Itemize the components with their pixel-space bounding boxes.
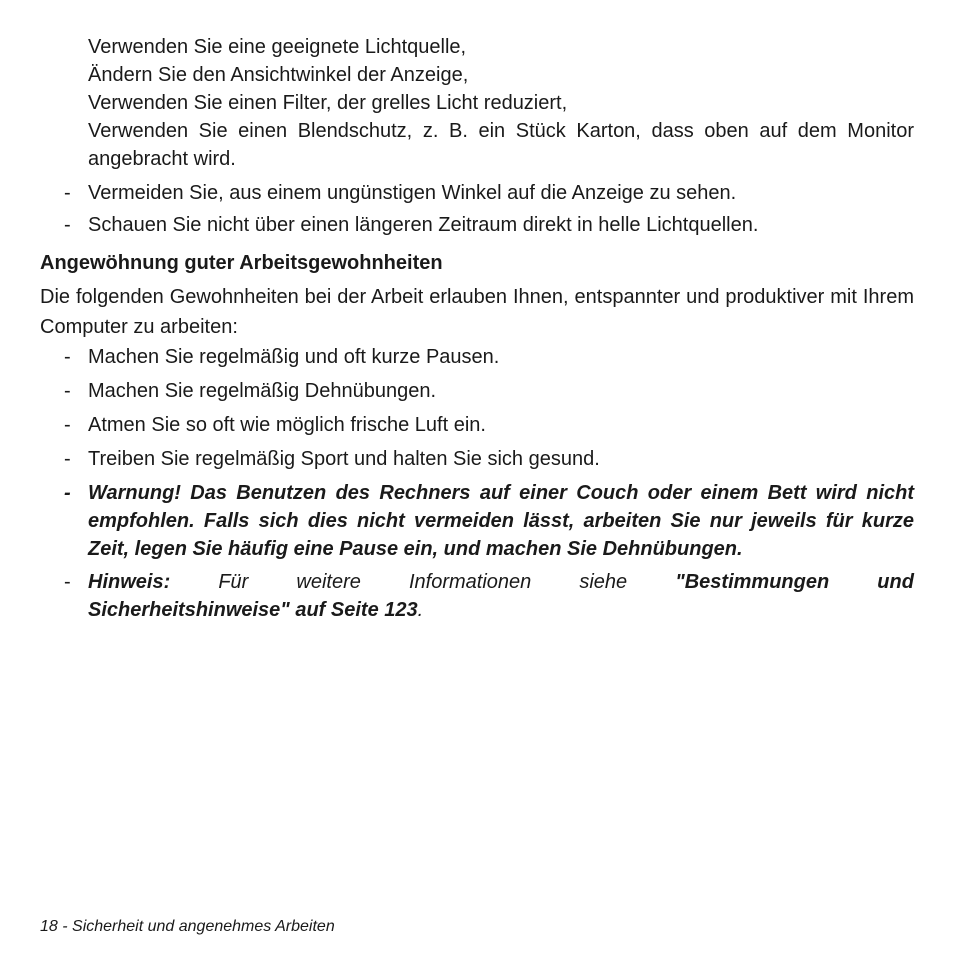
continuation-line: Verwenden Sie eine geeignete Lichtquelle, [88,36,467,58]
bullet-dash: - [64,346,71,368]
section-intro: Die folgenden Gewohnheiten bei der Arbeit erlauben Ihnen, entspannter und produktiver mit Ihrem Computer zu arbeiten: [40,286,914,338]
note-word: Für [218,571,249,593]
note-end: . [417,599,424,621]
note-link-part[interactable]: "Bestimmungen [675,571,830,593]
section-heading: Angewöhnung guter Arbeitsgewohnheiten [40,252,443,274]
list-item-text: Machen Sie regelmäßig und oft kurze Pausen. [88,346,500,368]
list-item-text: Schauen Sie nicht über einen längeren Zeitraum direkt in helle Lichtquellen. [88,214,759,236]
continuation-line: Verwenden Sie einen Filter, der grelles Licht reduziert, [88,92,568,114]
bullet-dash: - [64,414,71,436]
note-second-line [88,599,423,621]
bullet-dash: - [64,571,71,593]
list-item-text: Machen Sie regelmäßig Dehnübungen. [88,380,436,402]
list-item-text: Atmen Sie so oft wie möglich frische Luft ein. [88,414,486,436]
page-footer: 18 - Sicherheit und angenehmes Arbeiten [40,918,335,935]
bullet-dash: - [64,182,71,204]
warning-text: Warnung! Das Benutzen des Rechners auf einer Couch oder einem Bett wird nicht empfohlen. Falls sich dies nicht vermeiden lässt, arbeiten Sie nur jeweils für kurze Zeit, legen Sie häufig eine Pause ein, und machen Sie Dehnübungen. [88,482,914,560]
list-item [64,211,914,239]
list-item [64,445,914,473]
note-label: Hinweis: [88,571,171,593]
continuation-line: Verwenden Sie einen Blendschutz, z. B. ein Stück Karton, dass oben auf dem Monitor angebracht wird. [88,120,914,170]
list-item [64,377,914,405]
note-first-line [88,568,914,596]
continuation-line: Ändern Sie den Ansichtwinkel der Anzeige, [88,64,469,86]
note-link-part[interactable]: Sicherheitshinweise" auf Seite 123 [88,599,418,621]
bullet-dash: - [64,482,71,504]
note-link-part[interactable]: und [877,571,914,593]
bullet-dash: - [64,380,71,402]
note-word: weitere [296,571,361,593]
list-item-text: Vermeiden Sie, aus einem ungünstigen Winkel auf die Anzeige zu sehen. [88,182,737,204]
note-text [88,568,914,624]
bullet-dash: - [64,448,71,470]
bullet-dash: - [64,214,71,236]
note-word: siehe [579,571,628,593]
list-item [64,411,914,439]
continuation-lines [88,33,914,173]
warning-item [64,479,914,563]
note-word: Informationen [408,571,532,593]
list-item [64,179,914,207]
note-item [64,568,914,624]
list-item-text: Treiben Sie regelmäßig Sport und halten Sie sich gesund. [88,448,600,470]
list-item [64,343,914,371]
